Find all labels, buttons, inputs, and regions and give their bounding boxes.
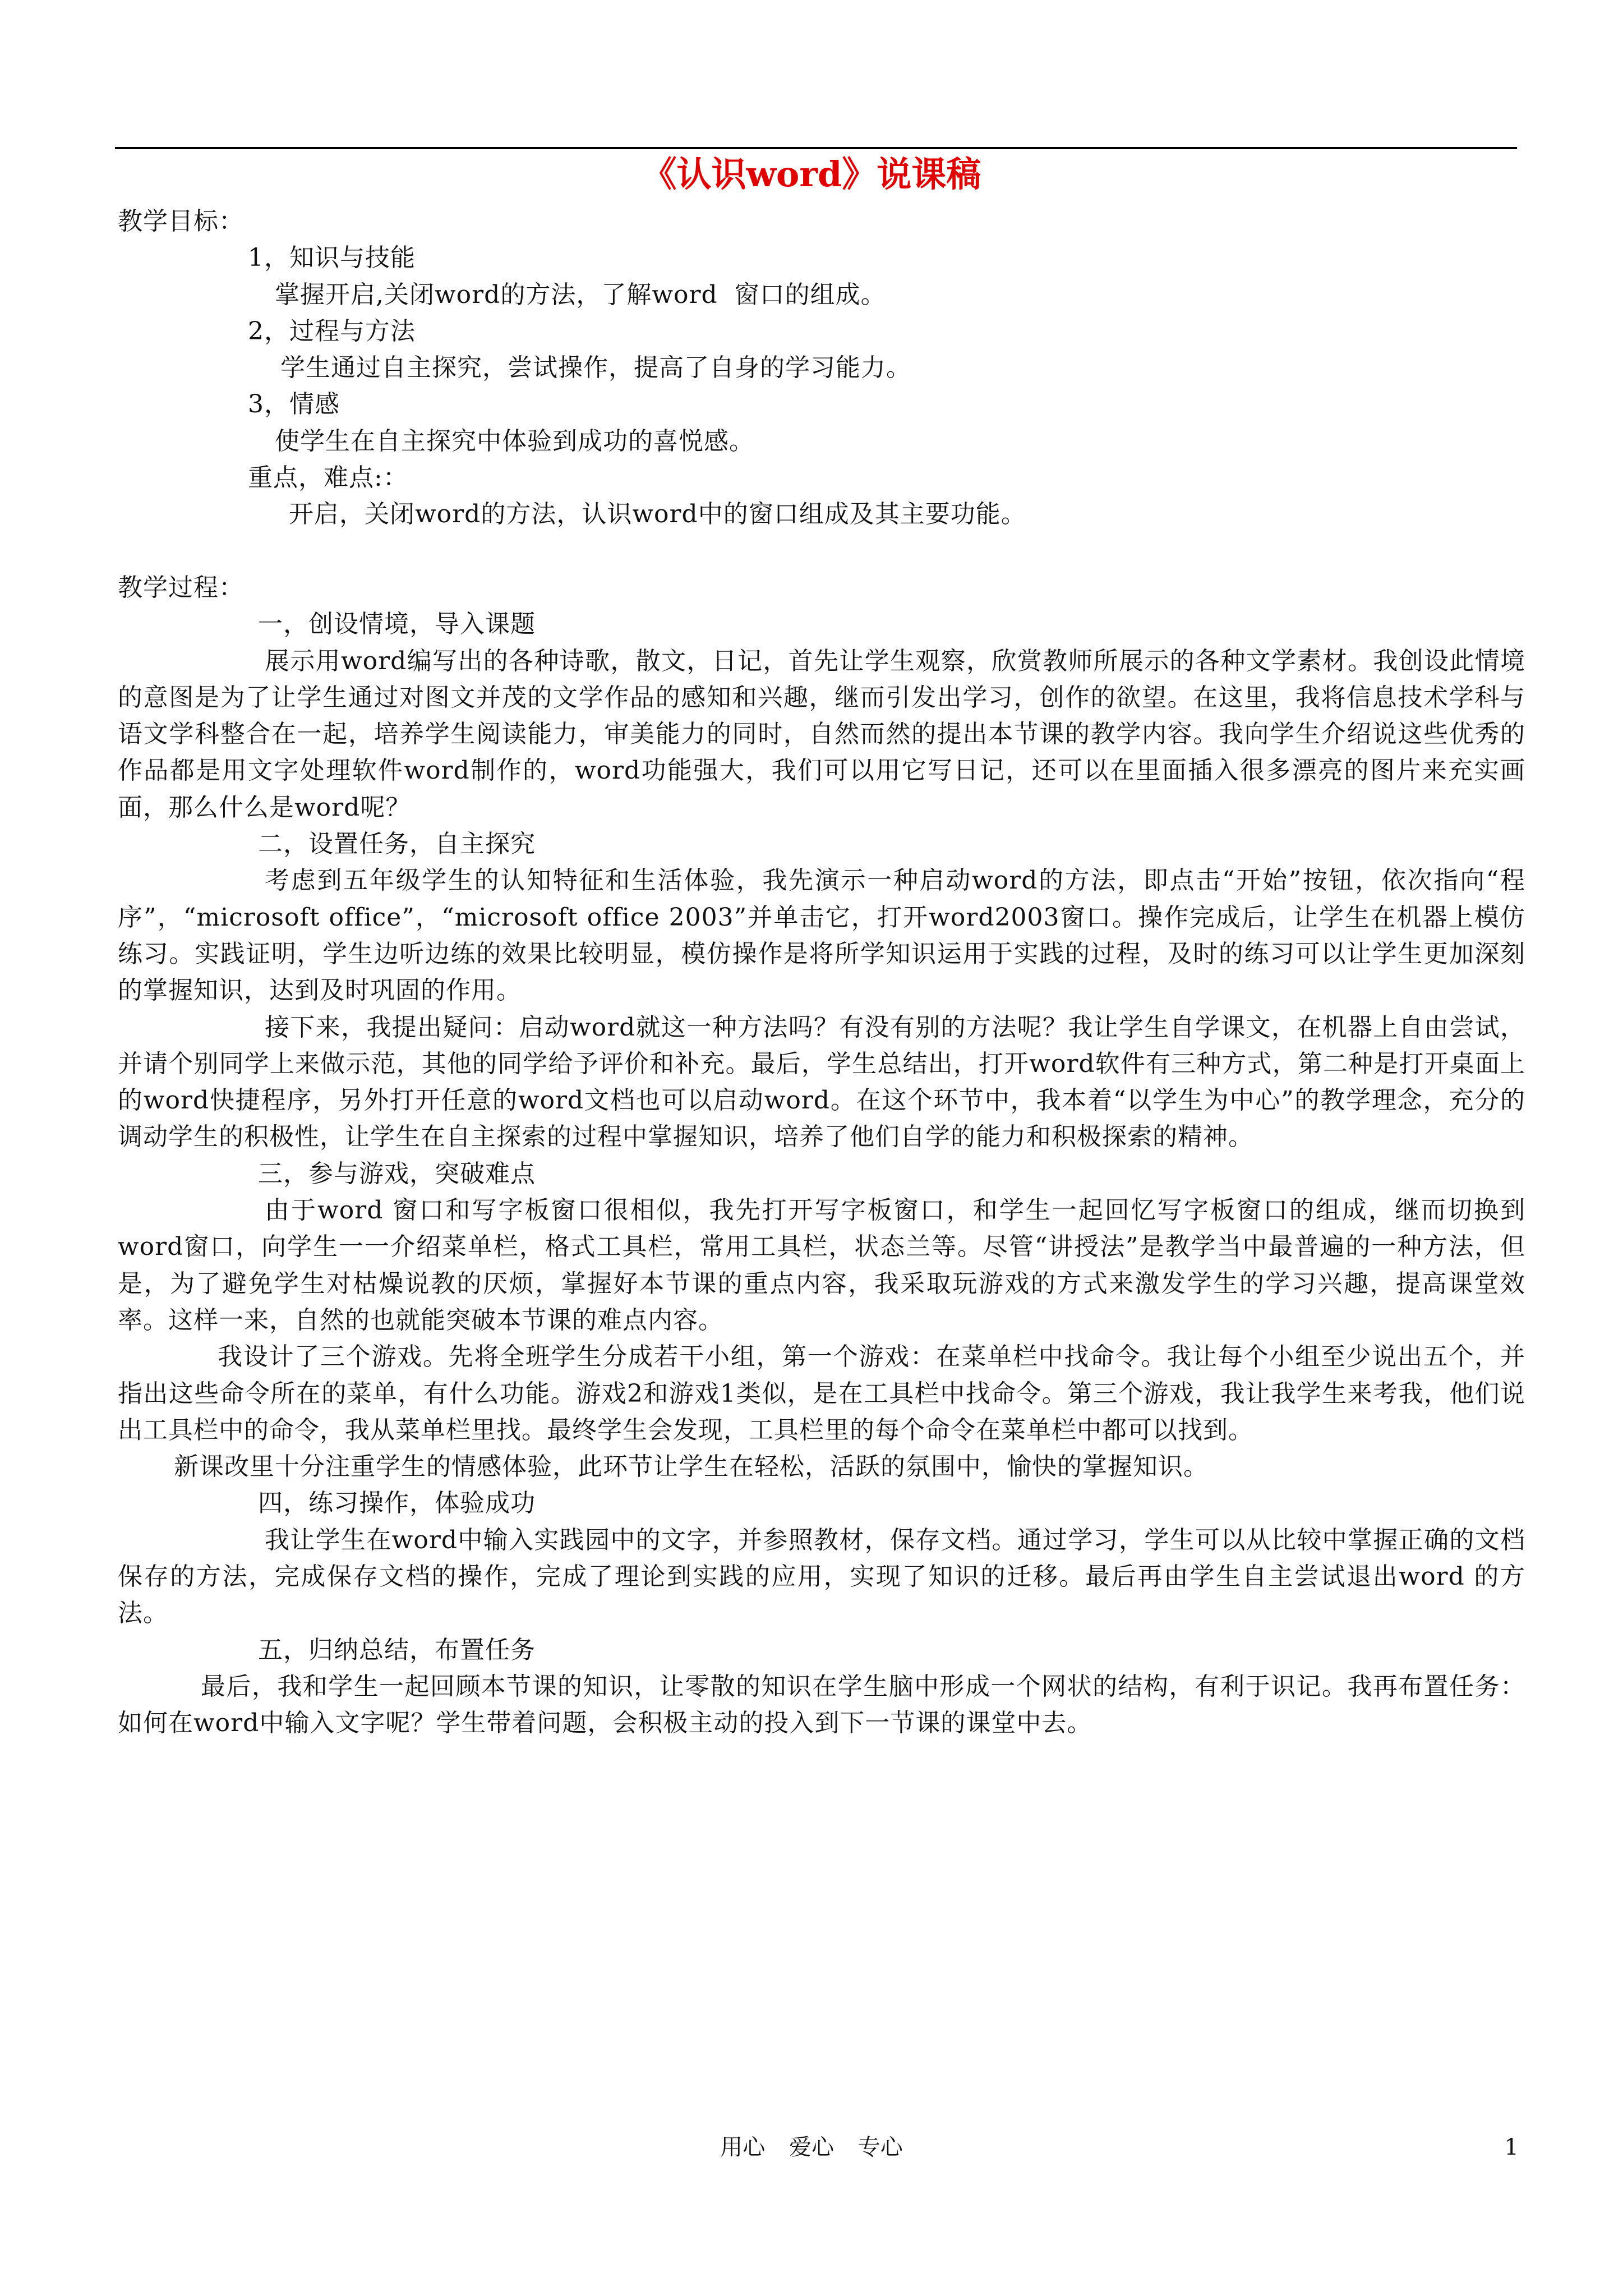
section-2-paragraph-2: 接下来，我提出疑问：启动word就这一种方法吗？有没有别的方法呢？我让学生自学课文，在机器上自由尝试，并请个别同学上来做示范，其他的同学给予评价和补充。最后，学生总结出，打开word软件有三种方式，第二种是打开桌面上的word快捷程序，另外打开任意的word文档也可以启动word。在这个环节中，我本着“以学生为中心”的教学理念，充分的调动学生的积极性，让学生在自主探索的过程中掌握知识，培养了他们自学的能力和积极探索的精神。 bbox=[118, 1013, 1525, 1152]
objective-1-text: 掌握开启,关闭word的方法，了解word 窗口的组成。 bbox=[275, 280, 886, 309]
header-rule bbox=[115, 147, 1517, 149]
section-2-title: 二，设置任务，自主探究 bbox=[258, 830, 536, 859]
section-3-paragraph-2: 我设计了三个游戏。先将全班学生分成若干小组，第一个游戏：在菜单栏中找命令。我让每个小组至少说出五个，并指出这些命令所在的菜单，有什么功能。游戏2和游戏1类似，是在工具栏中找命令。第三个游戏，我让我学生来考我，他们说出工具栏中的命令，我从菜单栏里找。最终学生会发现，工具栏里的每个命令在菜单栏中都可以找到。 bbox=[118, 1342, 1525, 1444]
section-5-title: 五，归纳总结，布置任务 bbox=[258, 1635, 536, 1664]
objective-3-label: 3，情感 bbox=[248, 390, 340, 419]
section-2-paragraph-1: 考虑到五年级学生的认知特征和生活体验，我先演示一种启动word的方法，即点击“开始”按钮，依次指向“程序”，“microsoft office”，“microsoft office 2003”并单击它，打开word2003窗口。操作完成后，让学生在机器上模仿练习。实践证明，学生边听边练的效果比较明显，模仿操作是将所学知识运用于实践的过程，及时的练习可以让学生更加深刻的掌握知识，达到及时巩固的作用。 bbox=[118, 866, 1525, 1005]
spacer bbox=[118, 533, 1525, 569]
objective-2-text: 学生通过自主探究，尝试操作，提高了自身的学习能力。 bbox=[280, 353, 911, 383]
key-points-text: 开启，关闭word的方法，认识word中的窗口组成及其主要功能。 bbox=[289, 500, 1026, 529]
key-points-label: 重点，难点:： bbox=[248, 463, 408, 493]
document-body bbox=[118, 203, 1525, 1741]
objectives-heading: 教学目标： bbox=[118, 207, 244, 236]
page-number: 1 bbox=[1504, 2134, 1519, 2160]
section-4-paragraph: 我让学生在word中输入实践园中的文字，并参照教材，保存文档。通过学习，学生可以从比较中掌握正确的文档保存的方法，完成保存文档的操作，完成了理论到实践的应用，实现了知识的迁移。最后再由学生自主尝试退出word 的方法。 bbox=[118, 1525, 1525, 1628]
objective-2-label: 2，过程与方法 bbox=[248, 316, 416, 346]
footer-motto: 用心 爱心 专心 bbox=[720, 2134, 903, 2160]
document-title: 《认识word》说课稿 bbox=[642, 154, 981, 195]
section-3-title: 三，参与游戏，突破难点 bbox=[258, 1159, 536, 1188]
section-4-title: 四，练习操作，体验成功 bbox=[258, 1489, 536, 1518]
process-heading: 教学过程： bbox=[118, 573, 244, 602]
section-5-paragraph: 最后，我和学生一起回顾本节课的知识，让零散的知识在学生脑中形成一个网状的结构，有利于识记。我再布置任务：如何在word中输入文字呢？学生带着问题，会积极主动的投入到下一节课的课堂中去。 bbox=[118, 1672, 1525, 1738]
objective-3-text: 使学生在自主探究中体验到成功的喜悦感。 bbox=[275, 426, 754, 455]
section-1-paragraph: 展示用word编写出的各种诗歌，散文，日记，首先让学生观察，欣赏教师所展示的各种文学素材。我创设此情境的意图是为了让学生通过对图文并茂的文学作品的感知和兴趣，继而引发出学习，创作的欲望。在这里，我将信息技术学科与语文学科整合在一起，培养学生阅读能力，审美能力的同时，自然而然的提出本节课的教学内容。我向学生介绍说这些优秀的作品都是用文字处理软件word制作的，word功能强大，我们可以用它写日记，还可以在里面插入很多漂亮的图片来充实画面，那么什么是word呢？ bbox=[118, 646, 1525, 822]
section-3-paragraph-1: 由于word 窗口和写字板窗口很相似，我先打开写字板窗口，和学生一起回忆写字板窗口的组成，继而切换到word窗口，向学生一一介绍菜单栏，格式工具栏，常用工具栏，状态兰等。尽管“讲授法”是教学当中最普遍的一种方法，但是，为了避免学生对枯燥说教的厌烦，掌握好本节课的重点内容，我采取玩游戏的方式来激发学生的学习兴趣，提高课堂效率。这样一来，自然的也就能突破本节课的难点内容。 bbox=[118, 1196, 1525, 1335]
section-3-paragraph-3: 新课改里十分注重学生的情感体验，此环节让学生在轻松，活跃的氛围中，愉快的掌握知识。 bbox=[174, 1452, 1209, 1481]
objective-1-label: 1，知识与技能 bbox=[248, 243, 416, 273]
section-1-title: 一，创设情境，导入课题 bbox=[258, 610, 536, 639]
